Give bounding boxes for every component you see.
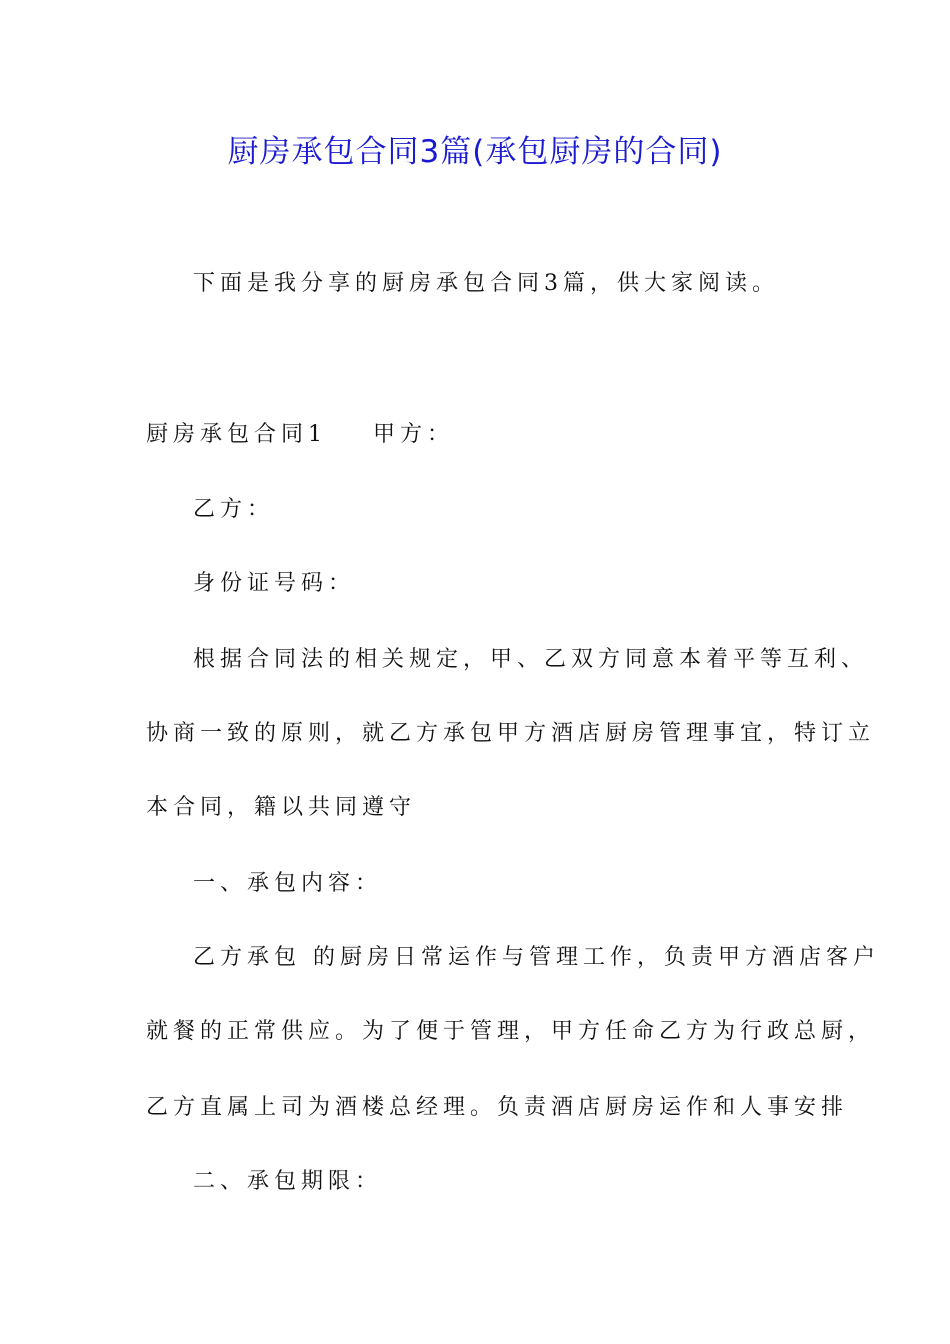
paragraph-1-line-2: 协商一致的原则，就乙方承包甲方酒店厨房管理事宜，特订立 <box>146 721 876 746</box>
document-title: 厨房承包合同3篇(承包厨房的合同) <box>227 134 723 170</box>
paragraph-1-line-1: 根据合同法的相关规定，甲、乙双方同意本着平等互利、 <box>193 647 869 672</box>
section-1-heading: 一、承包内容： <box>193 871 383 896</box>
party-a-label: 甲方： <box>373 422 455 447</box>
paragraph-2-line-1: 乙方承包 的厨房日常运作与管理工作，负责甲方酒店客户 <box>193 945 880 970</box>
paragraph-1-line-3: 本合同，籍以共同遵守 <box>146 795 417 820</box>
contract-heading-line <box>146 419 454 451</box>
id-number-label: 身份证号码： <box>193 571 356 596</box>
intro-line: 下面是我分享的厨房承包合同3篇，供大家阅读。 <box>193 271 779 296</box>
paragraph-2-line-2: 就餐的正常供应。为了便于管理，甲方任命乙方为行政总厨， <box>146 1019 876 1044</box>
paragraph-2-line-3: 乙方直属上司为酒楼总经理。负责酒店厨房运作和人事安排 <box>146 1095 849 1120</box>
party-b-label: 乙方： <box>193 497 275 522</box>
section-2-heading: 二、承包期限： <box>193 1169 383 1194</box>
contract-1-label: 厨房承包合同1 <box>146 422 327 447</box>
